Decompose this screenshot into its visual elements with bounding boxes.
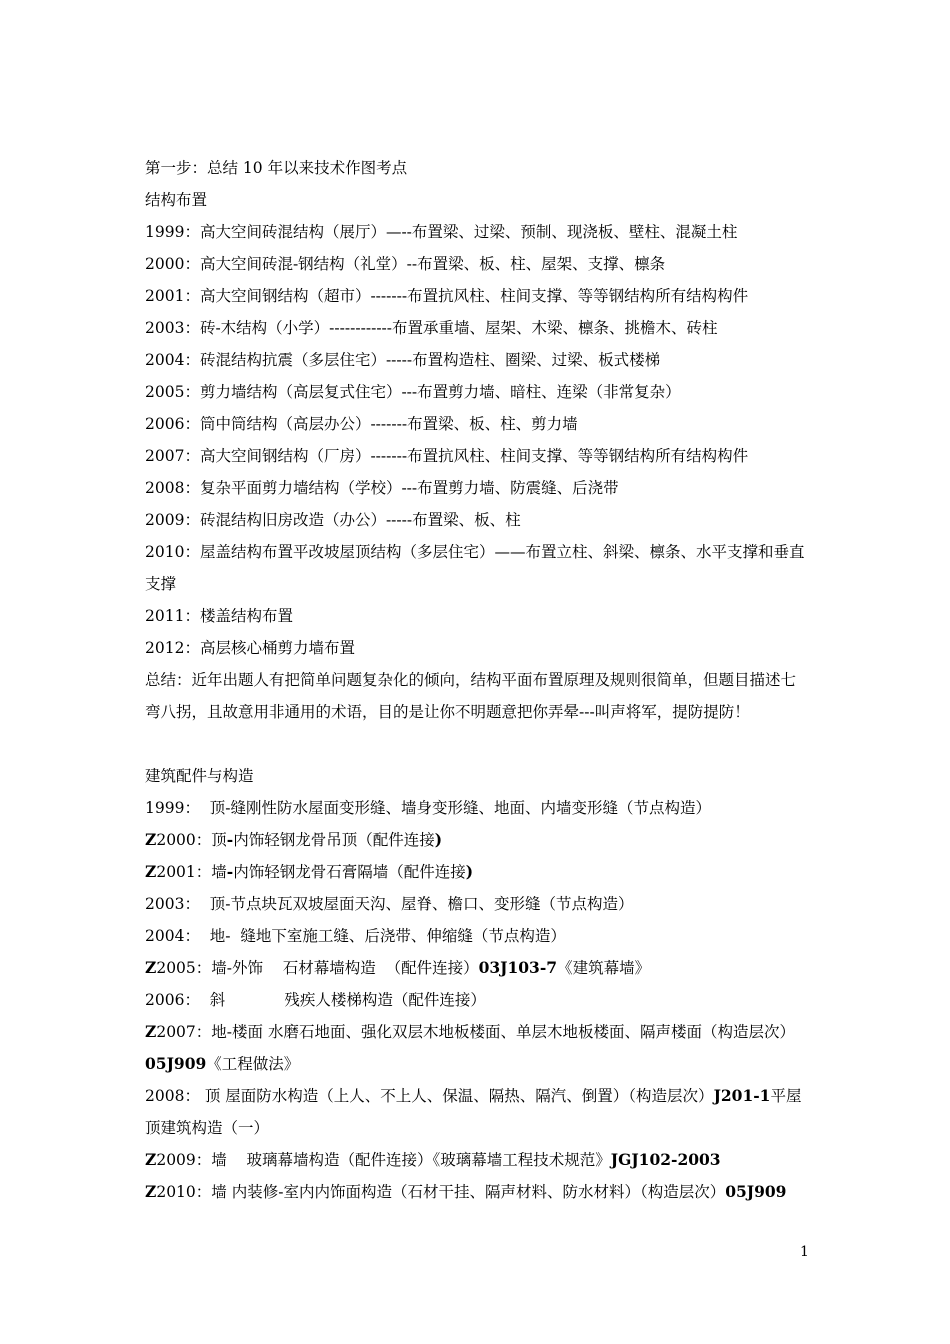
- z-marker: Z: [145, 1182, 157, 1201]
- summary-paragraph: 总结：近年出题人有把简单问题复杂化的倾向，结构平面布置原理及规则很简单，但题目描述七弯八拐，且故意用非通用的术语，目的是让你不明题意把你弄晕---叫声将军，提防提防！: [145, 671, 797, 721]
- list-item: Z2009：墙 玻璃幕墙构造（配件连接）《玻璃幕墙工程技术规范》JGJ102-2003: [145, 1150, 721, 1169]
- z-marker: Z: [145, 1150, 157, 1169]
- list-item: Z2005：墙-外饰 石材幕墙构造 （配件连接）03J103-7《建筑幕墙》: [145, 958, 651, 977]
- list-item: 1999：高大空间砖混结构（展厅）—--布置梁、过梁、预制、现浇板、壁柱、混凝土柱: [145, 223, 738, 241]
- list-item: 2000：高大空间砖混-钢结构（礼堂）--布置梁、板、柱、屋架、支撑、檩条: [145, 255, 666, 273]
- list-item: 2008：复杂平面剪力墙结构（学校）---布置剪力墙、防震缝、后浇带: [145, 479, 619, 497]
- list-item: 2003：砖-木结构（小学）------------布置承重墙、屋架、木梁、檩条、挑檐木、砖柱: [145, 319, 718, 337]
- standard-code: J201-1: [713, 1086, 771, 1105]
- section-title-components: 建筑配件与构造: [145, 767, 254, 785]
- list-item: 1999： 顶-缝刚性防水屋面变形缝、墙身变形缝、地面、内墙变形缝（节点构造）: [145, 799, 712, 817]
- list-item-2010: 2010：屋盖结构布置平改坡屋顶结构（多层住宅）——布置立柱、斜梁、檩条、水平支撑和垂直支撑: [145, 543, 805, 593]
- list-item: 2003： 顶-节点块瓦双坡屋面天沟、屋脊、檐口、变形缝（节点构造）: [145, 895, 634, 913]
- list-item: 2004： 地- 缝地下室施工缝、后浇带、伸缩缝（节点构造）: [145, 927, 566, 945]
- page-heading: 第一步：总结 10 年以来技术作图考点: [145, 159, 408, 177]
- list-item: Z2010：墙 内装修-室内内饰面构造（石材干挂、隔声材料、防水材料）（构造层次）05J909: [145, 1182, 787, 1201]
- list-item: 2011：楼盖结构布置: [145, 607, 293, 625]
- standard-code: 05J909: [145, 1054, 207, 1073]
- list-item: 2006：筒中筒结构（高层办公）-------布置梁、板、柱、剪力墙: [145, 415, 578, 433]
- list-item: 2005：剪力墙结构（高层复式住宅）---布置剪力墙、暗柱、连梁（非常复杂）: [145, 383, 681, 401]
- paragraph-gap: [145, 728, 810, 760]
- list-item: 2009：砖混结构旧房改造（办公）-----布置梁、板、柱: [145, 511, 521, 529]
- standard-code: 05J909: [725, 1182, 787, 1201]
- z-marker: Z: [145, 1022, 157, 1041]
- list-item: 2012：高层核心桶剪力墙布置: [145, 639, 355, 657]
- list-item: Z2007：地-楼面 水磨石地面、强化双层木地板楼面、单层木地板楼面、隔声楼面（构造层次）05J909《工程做法》: [145, 1022, 795, 1073]
- z-marker: Z: [145, 958, 157, 977]
- document-body: [145, 152, 810, 1208]
- list-item: 2007：高大空间钢结构（厂房）-------布置抗风柱、柱间支撑、等等钢结构所有结构构件: [145, 447, 749, 465]
- list-item: 2006： 斜 残疾人楼梯构造（配件连接）: [145, 991, 486, 1009]
- z-marker: Z: [145, 830, 157, 849]
- standard-code: JGJ102-2003: [610, 1150, 721, 1169]
- section-title-structure: 结构布置: [145, 191, 208, 209]
- page-number: 1: [800, 1244, 809, 1260]
- standard-code: 03J103-7: [478, 958, 558, 977]
- list-item: Z2000：顶-内饰轻钢龙骨吊顶（配件连接): [145, 830, 443, 849]
- list-item: 2004：砖混结构抗震（多层住宅）-----布置构造柱、圈梁、过梁、板式楼梯: [145, 351, 661, 369]
- list-item: 2001：高大空间钢结构（超市）-------布置抗风柱、柱间支撑、等等钢结构所有结构构件: [145, 287, 749, 305]
- list-item: 2008： 顶 屋面防水构造（上人、不上人、保温、隔热、隔汽、倒置）（构造层次）J201-1平屋顶建筑构造（一）: [145, 1086, 802, 1137]
- z-marker: Z: [145, 862, 157, 881]
- list-item: Z2001：墙-内饰轻钢龙骨石膏隔墙（配件连接): [145, 862, 474, 881]
